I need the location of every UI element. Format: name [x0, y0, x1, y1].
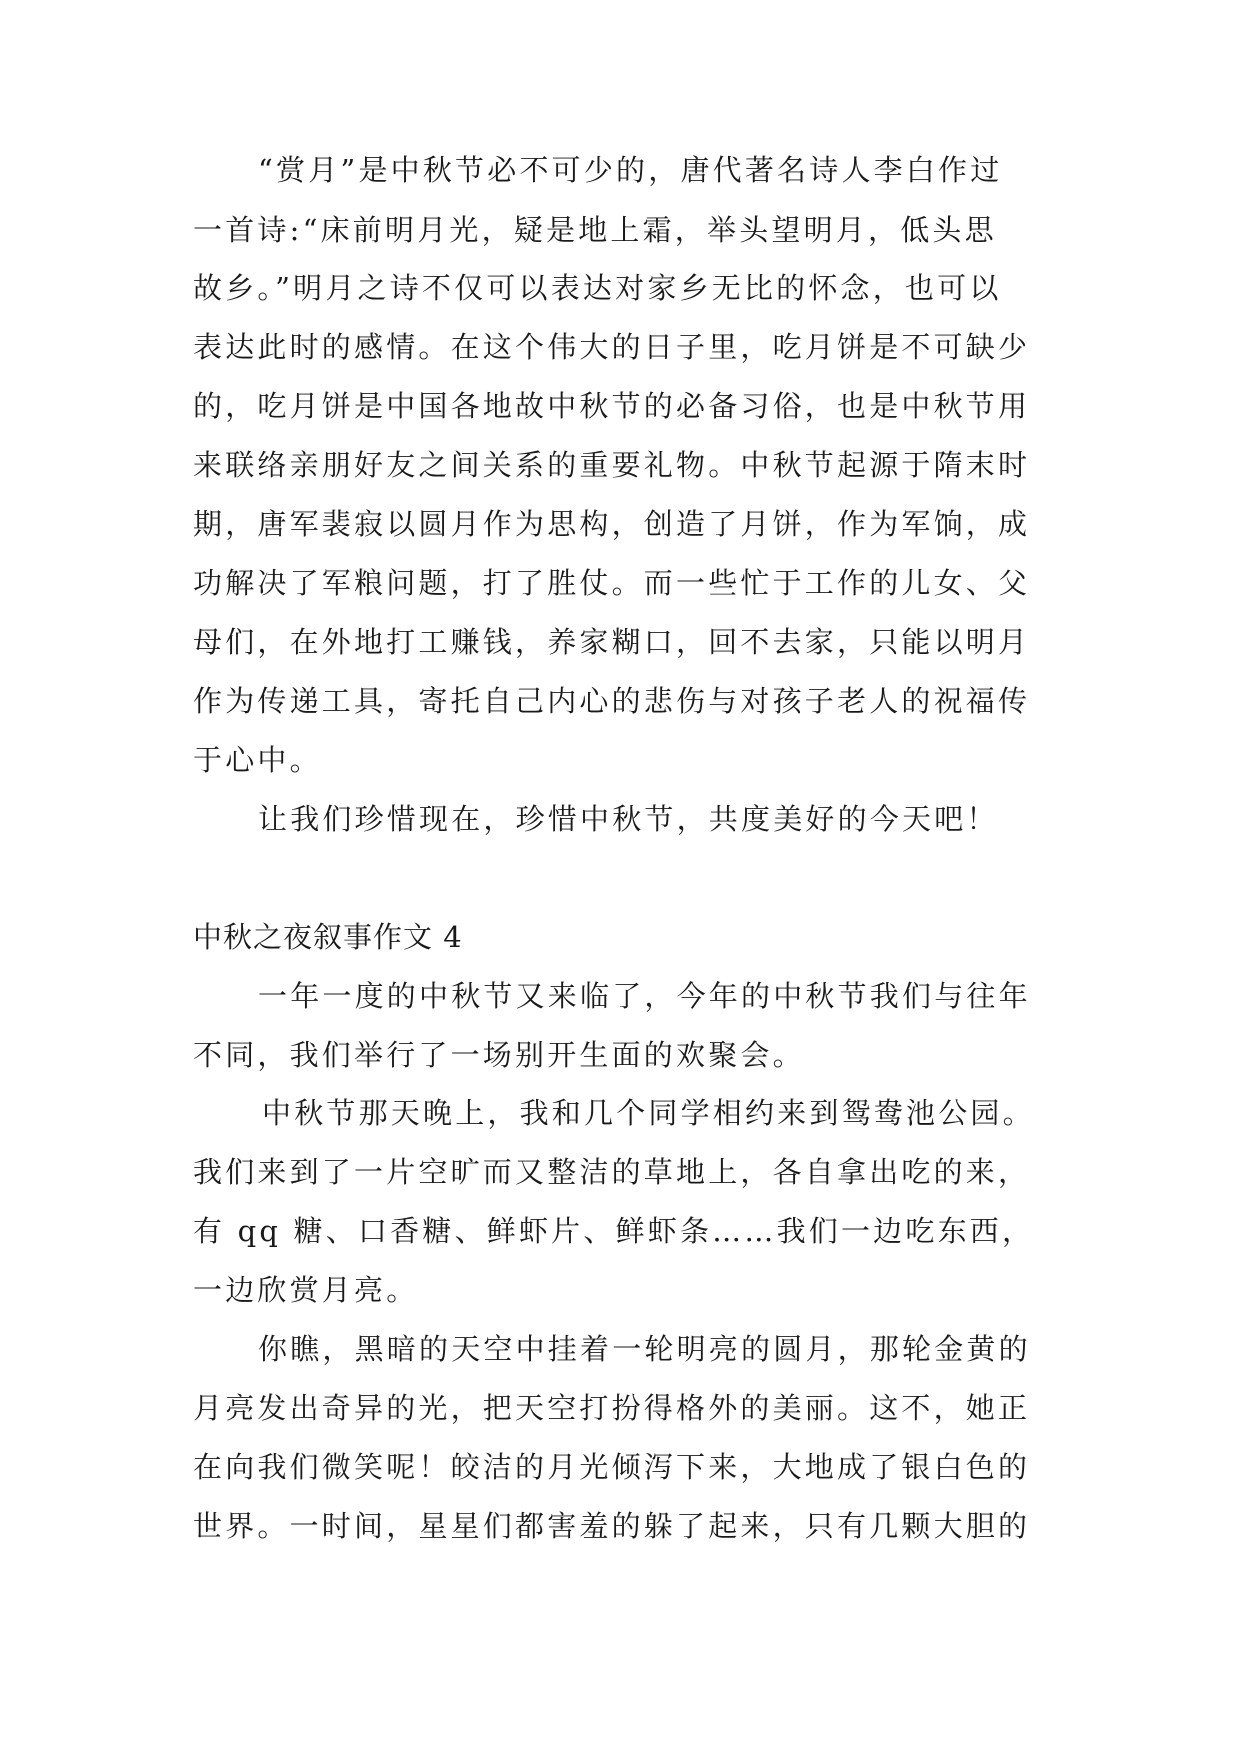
paragraph-5-line-1: 你瞧，黑暗的天空中挂着一轮明亮的圆月，那轮金黄的: [258, 1332, 1031, 1366]
paragraph-1-line-3: 故乡。”明月之诗不仅可以表达对家乡无比的怀念，也可以: [193, 271, 1002, 305]
paragraph-1-line-1: “赏月”是中秋节必不可少的，唐代著名诗人李白作过: [258, 153, 1003, 187]
section-title: 中秋之夜叙事作文 4: [193, 920, 463, 954]
paragraph-1-line-5: 的，吃月饼是中国各地故中秋节的必备习俗，也是中秋节用: [193, 389, 1031, 423]
paragraph-5-line-3: 在向我们微笑呢！皎洁的月光倾泻下来，大地成了银白色的: [193, 1450, 1031, 1484]
paragraph-1-line-8: 功解决了军粮问题，打了胜仗。而一些忙于工作的儿女、父: [193, 566, 1031, 600]
paragraph-3-line-2: 不同，我们举行了一场别开生面的欢聚会。: [193, 1038, 805, 1072]
paragraph-5-line-4: 世界。一时间，星星们都害羞的躲了起来，只有几颗大胆的: [193, 1509, 1031, 1543]
paragraph-1-line-4: 表达此时的感情。在这个伟大的日子里，吃月饼是不可缺少: [193, 330, 1031, 364]
paragraph-1-line-2: 一首诗:“床前明月光，疑是地上霜，举头望明月，低头思: [193, 213, 997, 247]
paragraph-1-line-11: 于心中。: [193, 743, 322, 777]
paragraph-4-line-1: 中秋节那天晚上，我和几个同学相约来到鸳鸯池公园。: [262, 1096, 1035, 1130]
paragraph-3-line-1: 一年一度的中秋节又来临了，今年的中秋节我们与往年: [258, 979, 1031, 1013]
paragraph-1-line-6: 来联络亲朋好友之间关系的重要礼物。中秋节起源于隋末时: [193, 448, 1031, 482]
paragraph-4-line-2: 我们来到了一片空旷而又整洁的草地上，各自拿出吃的来，: [193, 1155, 1031, 1189]
paragraph-1-line-10: 作为传递工具，寄托自己内心的悲伤与对孩子老人的祝福传: [193, 684, 1031, 718]
paragraph-4-line-4: 一边欣赏月亮。: [193, 1273, 419, 1307]
paragraph-5-line-2: 月亮发出奇异的光，把天空打扮得格外的美丽。这不，她正: [193, 1391, 1031, 1425]
paragraph-4-line-3: 有 qq 糖、口香糖、鲜虾片、鲜虾条……我们一边吃东西，: [193, 1214, 1035, 1248]
paragraph-2-line-1: 让我们珍惜现在，珍惜中秋节，共度美好的今天吧！: [258, 802, 999, 836]
paragraph-1-line-9: 母们，在外地打工赚钱，养家糊口，回不去家，只能以明月: [193, 625, 1031, 659]
paragraph-1-line-7: 期，唐军裴寂以圆月作为思构，创造了月饼，作为军饷，成: [193, 507, 1031, 541]
